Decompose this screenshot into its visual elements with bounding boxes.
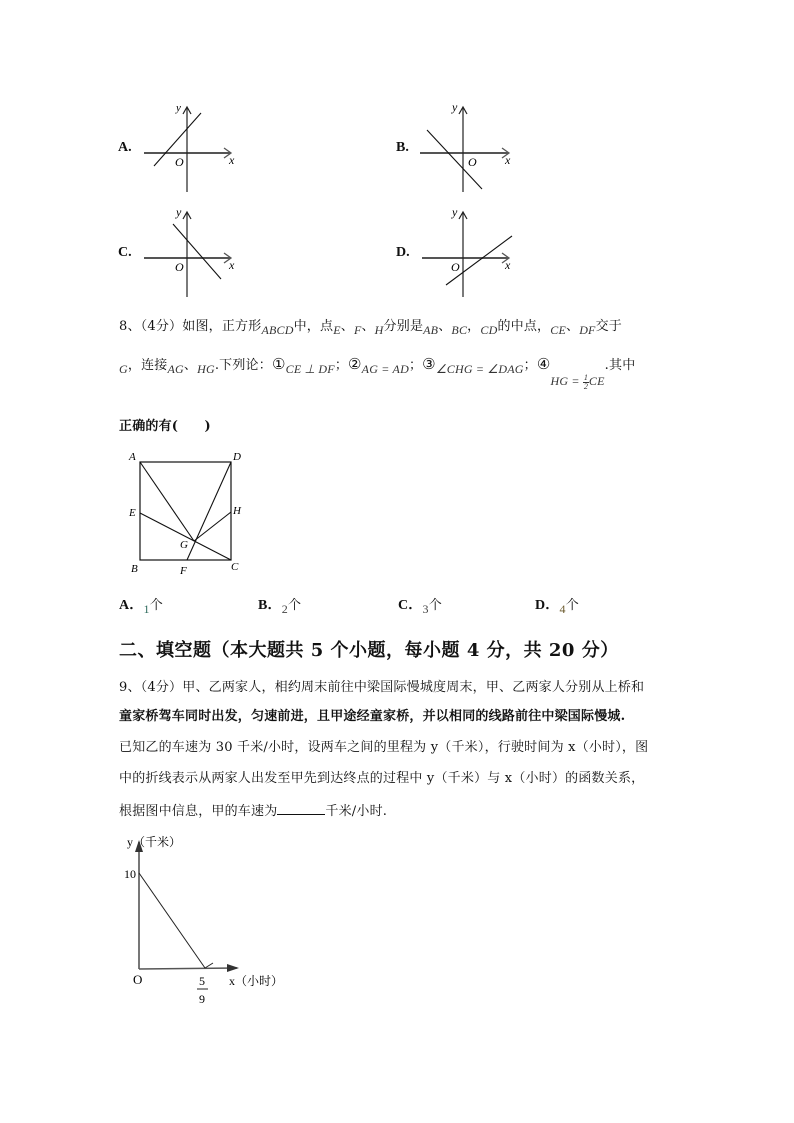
x-axis-label: x <box>505 153 511 167</box>
point-f-label: F <box>180 565 187 577</box>
y-axis-label: y <box>176 102 181 114</box>
q8-line2: G，连接AG、HG.下列论：①CE ⊥ DF；②AG = AD；③∠CHG = ∠DAG；④HG = $\frac{1}{2}$ CE.其中 <box>119 355 636 391</box>
y-tick-10: 10 <box>124 867 136 881</box>
statement-2: AG = AD <box>361 362 409 376</box>
q7-option-d <box>396 205 526 300</box>
square-figure <box>125 448 255 578</box>
q8-option-b[interactable]: B．2个 <box>258 598 302 616</box>
q8-option-a[interactable]: A．1个 <box>119 598 163 616</box>
point-d-label: D <box>233 451 241 463</box>
q7-option-b <box>396 100 526 195</box>
statement-4: HG = $\frac{1}{2}$ CE <box>550 372 605 391</box>
fraction-one-half: $\frac{1}{2}$ <box>583 372 589 391</box>
point-c-label: C <box>231 561 239 573</box>
answer-blank[interactable] <box>277 802 325 815</box>
origin-label: O <box>175 260 184 274</box>
option-label: D. <box>396 245 410 260</box>
origin-label: O <box>175 155 184 169</box>
y-axis-label: y <box>452 100 458 114</box>
option-label: B. <box>396 140 409 155</box>
coordinate-graph-b <box>396 100 526 195</box>
x-tick-numerator: 5 <box>199 974 205 988</box>
distance-time-graph <box>115 828 295 1013</box>
y-axis-var: y（千米） <box>127 835 182 849</box>
x-axis-label: x <box>505 258 511 272</box>
origin-label: O <box>451 260 460 274</box>
section-heading: 二、填空题（本大题共 5 个小题，每小题 4 分，共 20 分） <box>119 640 619 661</box>
q7-option-a <box>118 100 248 195</box>
q7-option-c <box>118 205 248 300</box>
q9-line3: 已知乙的车速为 30 千米/小时，设两车之间的里程为 y（千米），行驶时间为 x（小时），图 <box>119 740 649 755</box>
q8-option-d[interactable]: D．4个 <box>535 598 579 616</box>
point-h-label: H <box>233 505 241 517</box>
q9-line1: 9、（4分）甲、乙两家人，相约周末前往中梁国际慢城度周末，甲、乙两家人分别从上桥和 <box>119 680 645 695</box>
q8-line1: 8、（4分）如图，正方形ABCD中，点E、F、H分别是AB、BC，CD的中点，CE、DF交于 <box>119 319 622 337</box>
origin-label: O <box>133 972 143 987</box>
statement-1: CE ⊥ DF <box>285 362 335 376</box>
x-tick-denominator: 9 <box>199 992 205 1006</box>
q8-option-c[interactable]: C．3个 <box>398 598 442 616</box>
coordinate-graph-d <box>396 205 526 300</box>
point-b-label: B <box>131 563 138 575</box>
x-axis-label: x <box>229 258 235 272</box>
q9-line5: 根据图中信息，甲的车速为 千米/小时. <box>119 804 388 819</box>
statement-3: ∠CHG = ∠DAG <box>435 362 524 376</box>
point-g-label: G <box>180 539 188 551</box>
option-label: A. <box>118 140 132 155</box>
q9-line2: 童家桥驾车同时出发，匀速前进，且甲途经童家桥，并以相同的线路前往中梁国际慢城. <box>119 709 626 724</box>
point-a-label: A <box>129 451 136 463</box>
y-axis-label: y <box>452 205 458 219</box>
q8-number: 8、（4分）如图，正方形 <box>119 319 262 334</box>
y-axis-label: y <box>176 205 182 219</box>
origin-label: O <box>468 155 477 169</box>
q8-answer-prompt: 正确的有( ) <box>119 419 211 434</box>
coordinate-graph-a <box>118 100 248 195</box>
q9-line4: 中的折线表示从两家人出发至甲先到达终点的过程中 y（千米）与 x（小时）的函数关系， <box>119 771 645 786</box>
point-e-label: E <box>129 507 136 519</box>
x-axis-var: x（小时） <box>229 974 284 988</box>
x-axis-label: x <box>229 153 235 167</box>
coordinate-graph-c <box>118 205 248 300</box>
option-label: C. <box>118 245 132 260</box>
